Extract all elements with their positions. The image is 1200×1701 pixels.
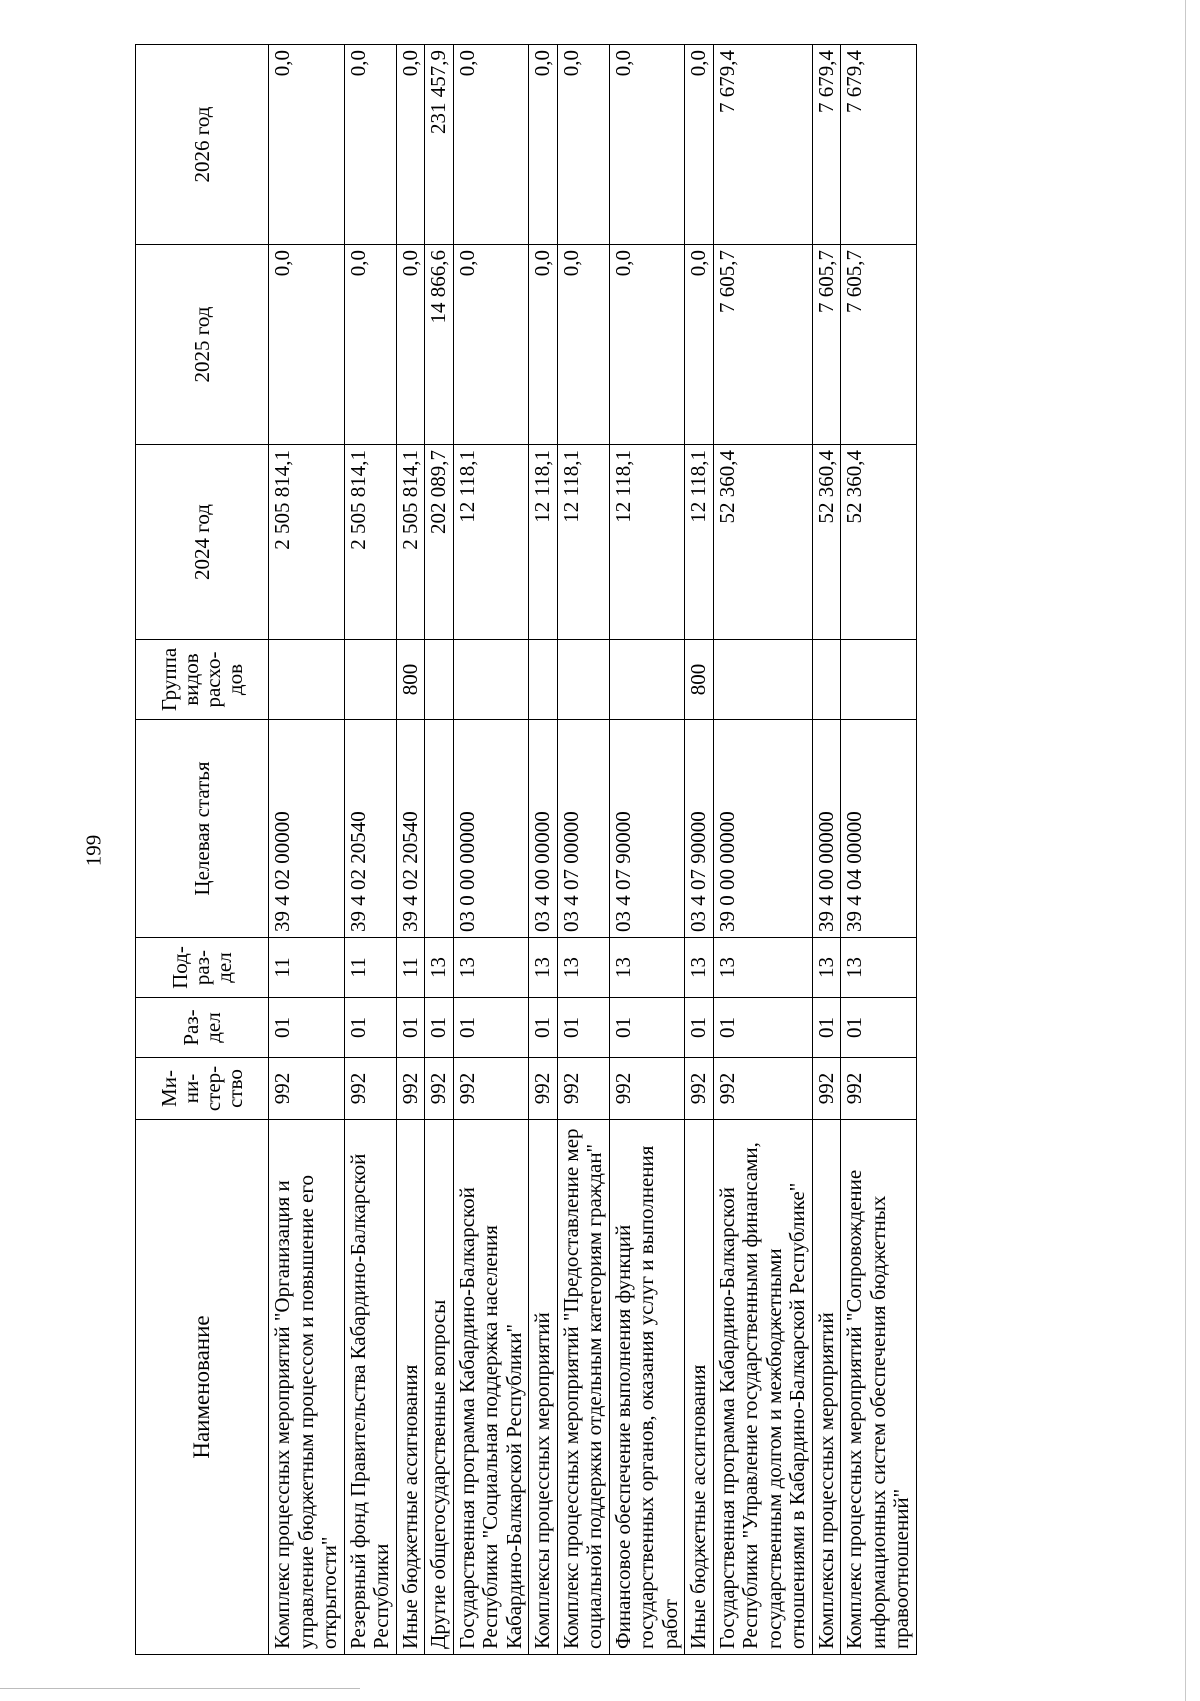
cell-2025: 0,0 (529, 245, 558, 445)
cell-2026: 0,0 (685, 45, 714, 245)
table-row (396, 45, 425, 1655)
header-2026: 2026 год (136, 45, 269, 245)
cell-2024: 12 118,1 (453, 445, 529, 640)
cell-2025: 0,0 (344, 245, 396, 445)
cell-name: Комплексы процессных мероприятий (529, 1120, 558, 1655)
header-section: Раз- дел (136, 998, 269, 1058)
cell-ministry: 992 (685, 1058, 714, 1120)
cell-group (269, 640, 345, 720)
cell-target: 03 4 00 00000 (529, 720, 558, 938)
cell-group (812, 640, 841, 720)
table-row (609, 45, 685, 1655)
cell-2025: 0,0 (609, 245, 685, 445)
cell-section: 01 (344, 998, 396, 1058)
cell-subsection: 13 (713, 938, 812, 998)
cell-group: 800 (396, 640, 425, 720)
cell-name: Комплекс процессных мероприятий "Организация и управление бюджетным процессом и повышение его открытости" (269, 1120, 345, 1655)
cell-2026: 7 679,4 (812, 45, 841, 245)
cell-2026: 0,0 (609, 45, 685, 245)
cell-2026: 0,0 (396, 45, 425, 245)
table-row (685, 45, 714, 1655)
cell-2025: 0,0 (557, 245, 609, 445)
cell-group (425, 640, 454, 720)
cell-name: Иные бюджетные ассигнования (685, 1120, 714, 1655)
cell-group (713, 640, 812, 720)
cell-section: 01 (713, 998, 812, 1058)
cell-2024: 2 505 814,1 (269, 445, 345, 640)
cell-name: Иные бюджетные ассигнования (396, 1120, 425, 1655)
cell-2024: 12 118,1 (685, 445, 714, 640)
cell-section: 01 (841, 998, 917, 1058)
rotated-table-container (135, 45, 1115, 1655)
cell-section: 01 (557, 998, 609, 1058)
header-name: Наименование (136, 1120, 269, 1655)
cell-section: 01 (812, 998, 841, 1058)
header-expense-group: Группа видов расхо- дов (136, 640, 269, 720)
budget-table (135, 44, 917, 1655)
cell-ministry: 992 (425, 1058, 454, 1120)
cell-2025: 14 866,6 (425, 245, 454, 445)
header-ministry: Ми- ни- стер- ство (136, 1058, 269, 1120)
cell-subsection: 13 (685, 938, 714, 998)
cell-target: 39 4 02 20540 (396, 720, 425, 938)
cell-section: 01 (685, 998, 714, 1058)
cell-name: Финансовое обеспечение выполнения функций государственных органов, оказания услуг и выполнения работ (609, 1120, 685, 1655)
cell-section: 01 (269, 998, 345, 1058)
cell-subsection: 11 (269, 938, 345, 998)
cell-ministry: 992 (812, 1058, 841, 1120)
cell-ministry: 992 (713, 1058, 812, 1120)
cell-target: 03 4 07 90000 (685, 720, 714, 938)
header-target-article: Целевая статья (136, 720, 269, 938)
scan-edge-line-bottom (0, 1688, 360, 1689)
cell-2026: 0,0 (557, 45, 609, 245)
table-row (557, 45, 609, 1655)
cell-2026: 0,0 (344, 45, 396, 245)
header-subsection: Под- раз- дел (136, 938, 269, 998)
table-row (841, 45, 917, 1655)
cell-name: Комплекс процессных мероприятий "Предоставление мер социальной поддержки отдельным категориям граждан" (557, 1120, 609, 1655)
cell-2025: 0,0 (453, 245, 529, 445)
cell-group: 800 (685, 640, 714, 720)
cell-ministry: 992 (529, 1058, 558, 1120)
table-row (453, 45, 529, 1655)
cell-2024: 2 505 814,1 (344, 445, 396, 640)
cell-section: 01 (425, 998, 454, 1058)
cell-ministry: 992 (269, 1058, 345, 1120)
cell-target: 39 4 02 20540 (344, 720, 396, 938)
cell-2026: 7 679,4 (841, 45, 917, 245)
cell-section: 01 (609, 998, 685, 1058)
cell-2024: 52 360,4 (841, 445, 917, 640)
cell-subsection: 13 (609, 938, 685, 998)
cell-subsection: 11 (396, 938, 425, 998)
header-2024: 2024 год (136, 445, 269, 640)
cell-subsection: 13 (557, 938, 609, 998)
cell-2026: 0,0 (529, 45, 558, 245)
cell-group (453, 640, 529, 720)
cell-ministry: 992 (841, 1058, 917, 1120)
table-row (344, 45, 396, 1655)
cell-target: 39 4 04 00000 (841, 720, 917, 938)
cell-target: 03 0 00 00000 (453, 720, 529, 938)
cell-2026: 231 457,9 (425, 45, 454, 245)
cell-2024: 202 089,7 (425, 445, 454, 640)
cell-subsection: 13 (841, 938, 917, 998)
cell-ministry: 992 (344, 1058, 396, 1120)
cell-2024: 12 118,1 (557, 445, 609, 640)
cell-group (344, 640, 396, 720)
cell-name: Комплекс процессных мероприятий "Сопровождение информационных систем обеспечения бюджетных правоотношений" (841, 1120, 917, 1655)
cell-section: 01 (396, 998, 425, 1058)
table-row (529, 45, 558, 1655)
scan-edge-line (1185, 0, 1186, 1701)
cell-name: Государственная программа Кабардино-Балкарской Республики "Управление государственными финансами, государственным долгом и межбюджетными отношениями в Кабардино-Балкарской Республике" (713, 1120, 812, 1655)
table-row (713, 45, 812, 1655)
cell-subsection: 11 (344, 938, 396, 998)
cell-target (425, 720, 454, 938)
cell-2024: 12 118,1 (529, 445, 558, 640)
cell-target: 39 4 00 00000 (812, 720, 841, 938)
cell-2024: 12 118,1 (609, 445, 685, 640)
cell-2026: 0,0 (269, 45, 345, 245)
cell-target: 03 4 07 00000 (557, 720, 609, 938)
cell-name: Государственная программа Кабардино-Балкарской Республики "Социальная поддержка населения Кабардино-Балкарской Республики" (453, 1120, 529, 1655)
cell-group (529, 640, 558, 720)
cell-name: Комплексы процессных мероприятий (812, 1120, 841, 1655)
page-number: 199 (81, 834, 106, 867)
cell-subsection: 13 (812, 938, 841, 998)
table-row (812, 45, 841, 1655)
header-2025: 2025 год (136, 245, 269, 445)
table-row (425, 45, 454, 1655)
cell-ministry: 992 (396, 1058, 425, 1120)
cell-2025: 0,0 (685, 245, 714, 445)
cell-subsection: 13 (425, 938, 454, 998)
cell-target: 39 4 02 00000 (269, 720, 345, 938)
cell-name: Другие общегосударственные вопросы (425, 1120, 454, 1655)
cell-2025: 0,0 (396, 245, 425, 445)
cell-2025: 0,0 (269, 245, 345, 445)
cell-target: 03 4 07 90000 (609, 720, 685, 938)
cell-2024: 2 505 814,1 (396, 445, 425, 640)
table-header-row (136, 45, 269, 1655)
cell-ministry: 992 (609, 1058, 685, 1120)
cell-target: 39 0 00 00000 (713, 720, 812, 938)
cell-2025: 7 605,7 (812, 245, 841, 445)
cell-section: 01 (529, 998, 558, 1058)
cell-group (609, 640, 685, 720)
cell-ministry: 992 (557, 1058, 609, 1120)
cell-2026: 0,0 (453, 45, 529, 245)
cell-group (841, 640, 917, 720)
cell-subsection: 13 (453, 938, 529, 998)
cell-group (557, 640, 609, 720)
cell-2026: 7 679,4 (713, 45, 812, 245)
cell-2024: 52 360,4 (812, 445, 841, 640)
cell-subsection: 13 (529, 938, 558, 998)
cell-section: 01 (453, 998, 529, 1058)
cell-2024: 52 360,4 (713, 445, 812, 640)
cell-name: Резервный фонд Правительства Кабардино-Балкарской Республики (344, 1120, 396, 1655)
cell-ministry: 992 (453, 1058, 529, 1120)
cell-2025: 7 605,7 (841, 245, 917, 445)
table-row (269, 45, 345, 1655)
cell-2025: 7 605,7 (713, 245, 812, 445)
